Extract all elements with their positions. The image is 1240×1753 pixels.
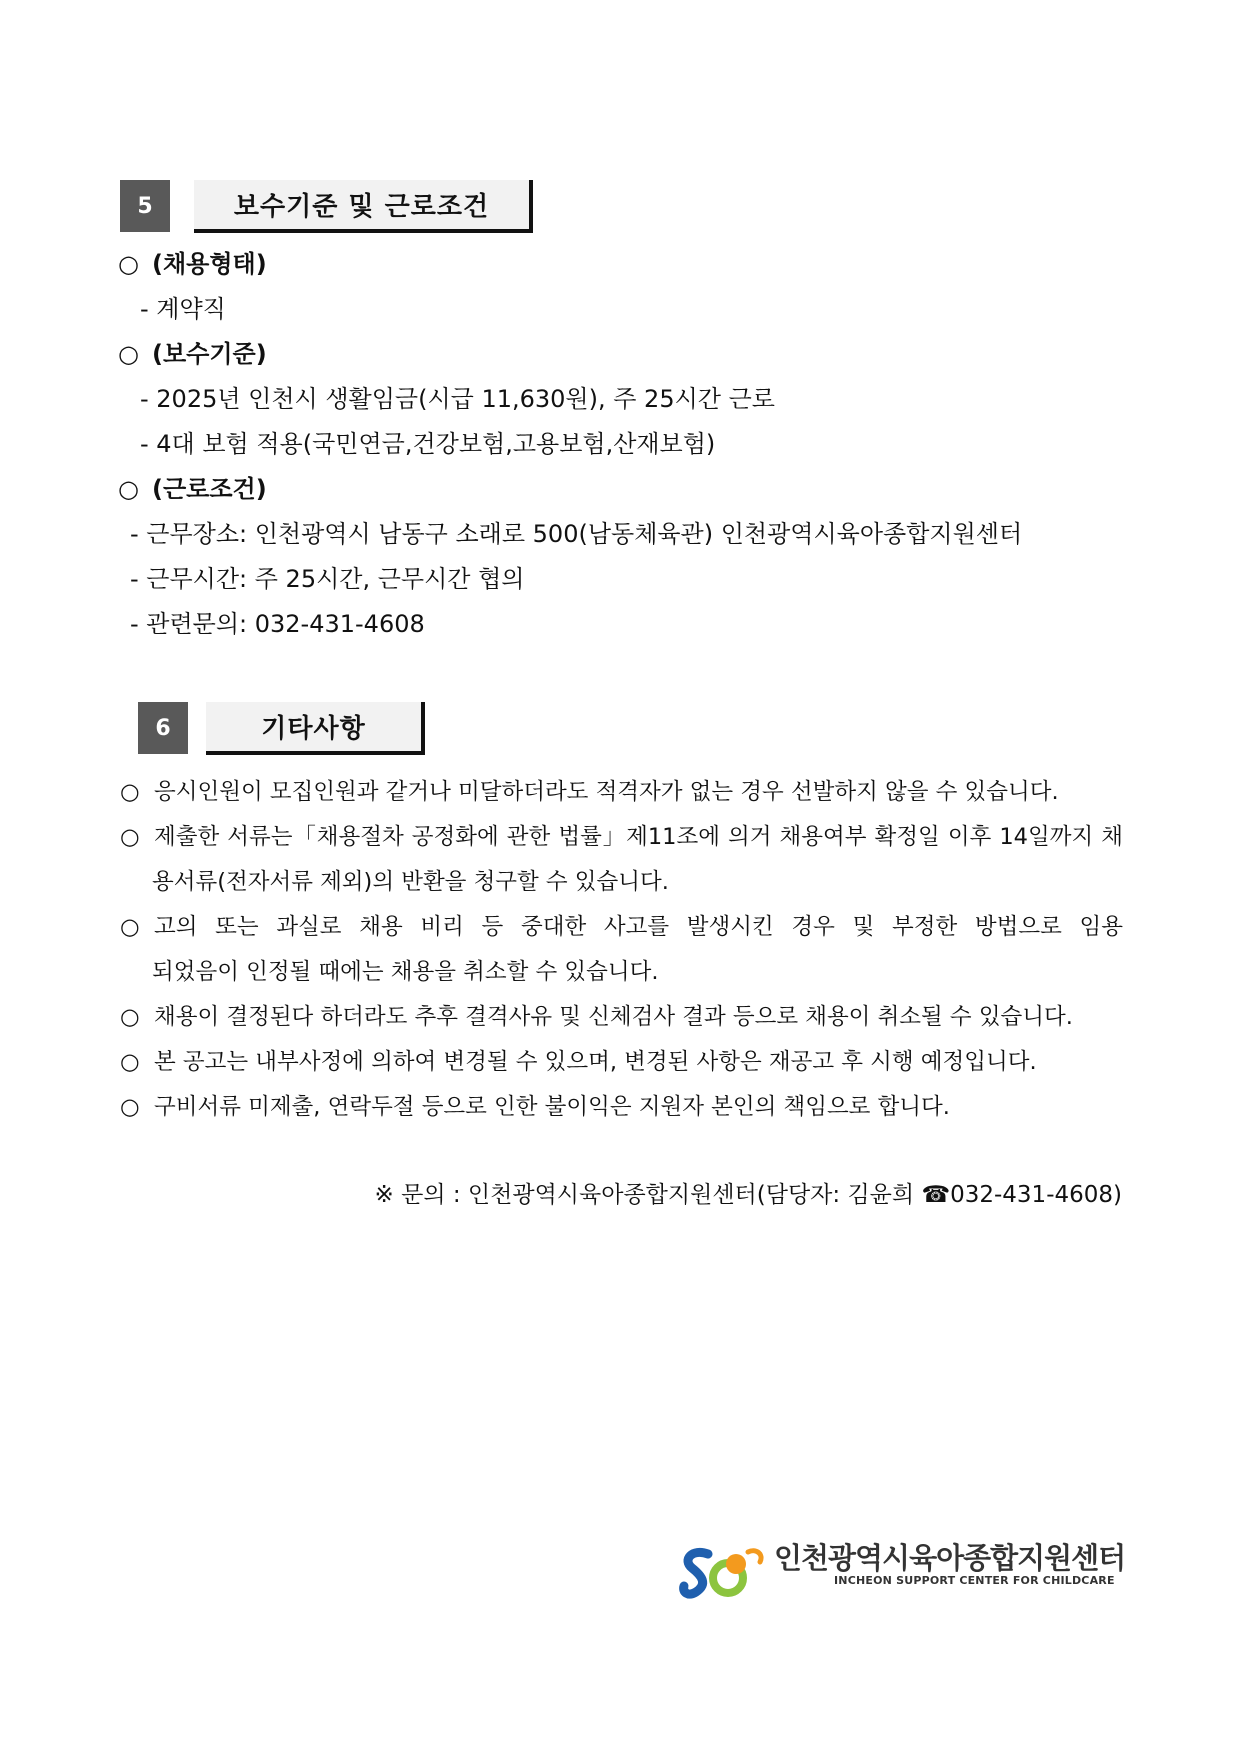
notice-item: ○ 제출한 서류는「채용절차 공정화에 관한 법률」제11조에 의거 채용여부 확정일 이후 14일까지 채 용서류(전자서류 제외)의 반환을 청구할 수 있습니다. <box>120 815 1123 905</box>
work-conditions-item: - 근무장소: 인천광역시 남동구 소래로 500(남동체육관) 인천광역시육아종합지원센터 <box>130 520 1023 548</box>
bullet-circle: ○ <box>118 250 139 278</box>
section-number: 5 <box>120 180 170 232</box>
section-title: 기타사항 <box>206 702 425 755</box>
notice-item: ○ 채용이 결정된다 하더라도 추후 결격사유 및 신체검사 결과 등으로 채용이 취소될 수 있습니다. <box>120 995 1123 1040</box>
contact-info: ※ 문의 : 인천광역시육아종합지원센터(담당자: 김윤희 ☎032-431-4608) <box>374 1182 1122 1208</box>
logo-name-ko: 인천광역시육아종합지원센터 <box>774 1541 1126 1575</box>
bullet-circle: ○ <box>120 1094 140 1120</box>
pay-standard-item: - 4대 보험 적용(국민연금,건강보험,고용보험,산재보험) <box>140 430 716 458</box>
bullet-circle: ○ <box>120 1049 140 1075</box>
notice-item: ○ 본 공고는 내부사정에 의하여 변경될 수 있으며, 변경된 사항은 재공고 후 시행 예정입니다. <box>120 1040 1123 1085</box>
logo-mark-icon <box>678 1540 770 1602</box>
section-number: 6 <box>138 702 188 754</box>
employment-type-item: - 계약직 <box>140 295 226 323</box>
bullet-circle: ○ <box>120 824 140 850</box>
notice-item: ○ 응시인원이 모집인원과 같거나 미달하더라도 적격자가 없는 경우 선발하지 않을 수 있습니다. <box>120 770 1123 815</box>
center-logo <box>678 1536 1126 1606</box>
logo-name-en: INCHEON SUPPORT CENTER FOR CHILDCARE <box>834 1574 1115 1587</box>
work-conditions-heading: ○ (근로조건) <box>118 472 267 506</box>
work-conditions-item: - 근무시간: 주 25시간, 근무시간 협의 <box>130 565 525 593</box>
bullet-circle: ○ <box>118 475 139 503</box>
employment-type-heading: ○ (채용형태) <box>118 247 267 281</box>
section-title: 보수기준 및 근로조건 <box>194 180 533 233</box>
phone-icon: ☎ <box>921 1182 951 1208</box>
bullet-circle: ○ <box>120 914 140 940</box>
notice-item: ○ 고의 또는 과실로 채용 비리 등 중대한 사고를 발생시킨 경우 및 부정한 방법으로 임용 되었음이 인정될 때에는 채용을 취소할 수 있습니다. <box>120 905 1123 995</box>
notice-item: ○ 구비서류 미제출, 연락두절 등으로 인한 불이익은 지원자 본인의 책임으로 합니다. <box>120 1085 1123 1130</box>
work-conditions-item: - 관련문의: 032-431-4608 <box>130 610 425 638</box>
pay-standard-item: - 2025년 인천시 생활임금(시급 11,630원), 주 25시간 근로 <box>140 385 775 413</box>
bullet-circle: ○ <box>120 1004 140 1030</box>
pay-standard-heading: ○ (보수기준) <box>118 337 267 371</box>
bullet-circle: ○ <box>118 340 139 368</box>
bullet-circle: ○ <box>120 779 140 805</box>
